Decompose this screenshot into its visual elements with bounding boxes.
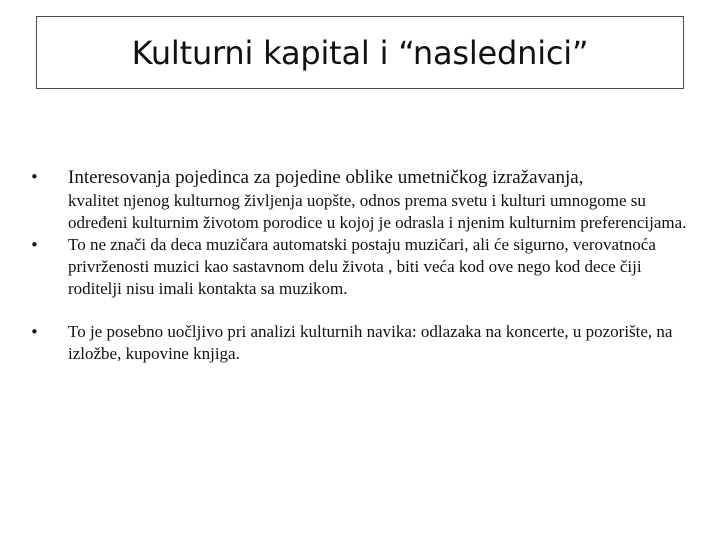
bullet-1-rest: kvalitet njenog kulturnog življenja uopšte, odnos prema svetu i kulturi umnogome su određeni kulturnim životom porodice u kojoj je odrasla i njenim kulturnim preferencijama. — [68, 191, 687, 232]
bullet-item-1 — [30, 166, 695, 234]
bullet-item-2 — [30, 234, 695, 300]
bullet-list — [30, 166, 695, 365]
bullet-3-text: To je posebno uočljivo pri analizi kulturnih navika: odlazaka na koncerte, u pozorište, na izložbe, kupovine knjiga. — [68, 322, 673, 363]
slide-title: Kulturni kapital i “naslednici” — [131, 33, 589, 72]
bullet-marker-1: • — [30, 168, 39, 186]
bullet-1-first-line: Interesovanja pojedinca za pojedine oblike umetničkog izražavanja, — [68, 167, 584, 188]
bullet-marker-2: • — [30, 236, 39, 254]
bullet-marker-3: • — [30, 323, 39, 341]
title-box — [36, 16, 684, 89]
bullet-2-text: To ne znači da deca muzičara automatski postaju muzičari, ali će sigurno, verovatnoća privrženosti muzici kao sastavnom delu života , biti veća kod ove nego kod dece čiji roditelji nisu imali kontakta sa muzikom. — [68, 235, 656, 298]
bullet-item-3 — [30, 321, 695, 365]
